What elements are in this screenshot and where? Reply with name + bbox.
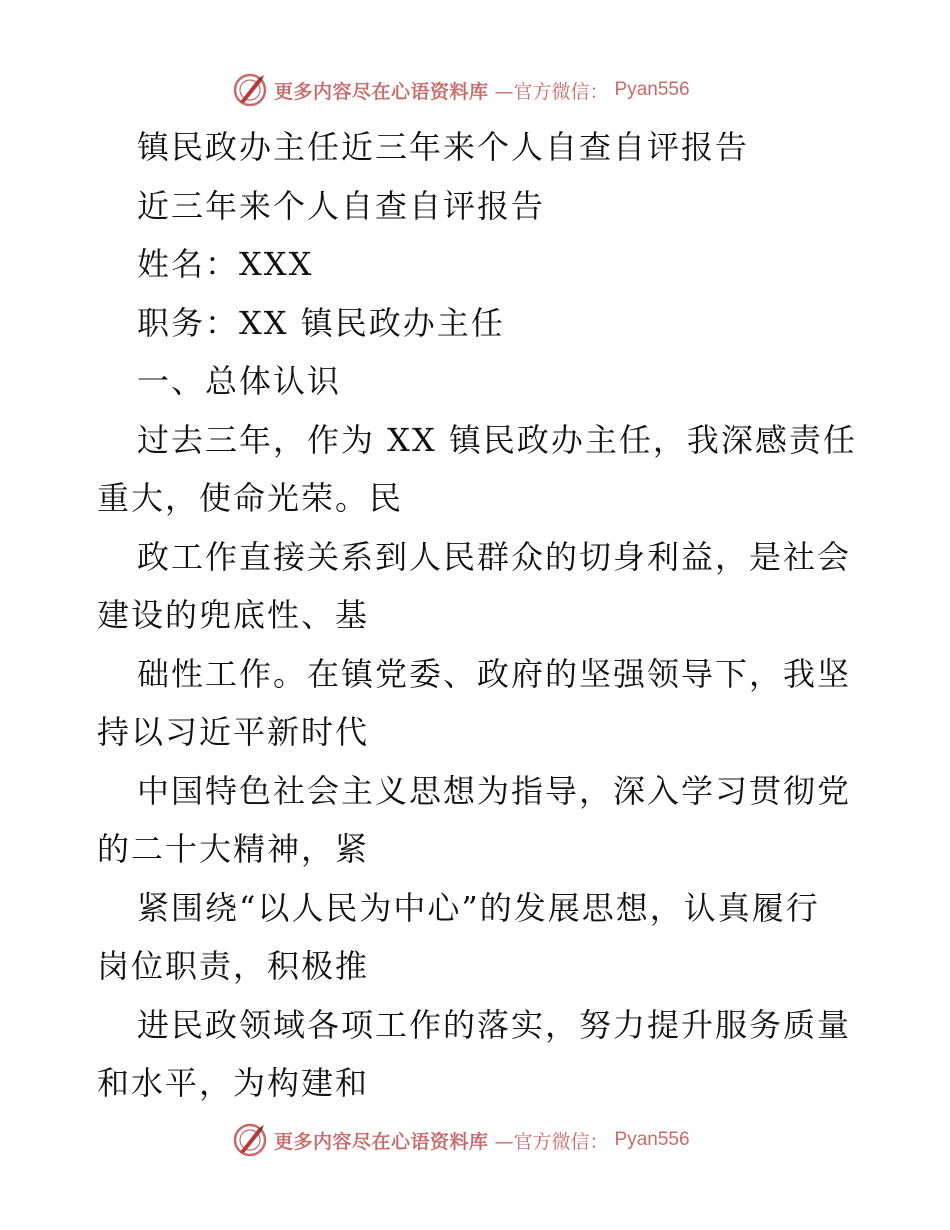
paragraph-line: 持以习近平新时代 [97, 713, 370, 751]
paragraph-line: 建设的兜底性、基 [97, 596, 370, 634]
banner-wechat-id: Pyan556 [614, 1129, 690, 1150]
paragraph-line: 岗位职责，积极推 [97, 947, 370, 985]
banner-text: 更多内容尽在心语资料库 [274, 80, 489, 103]
paragraph-line: 过去三年，作为 XX 镇民政办主任，我深感责任 [137, 420, 857, 459]
paragraph-line: 紧围绕“以人民为中心”的发展思想，认真履行 [137, 888, 820, 927]
paragraph-line: 政工作直接关系到人民群众的切身利益，是社会 [137, 537, 852, 576]
position-line: 职务：XX 镇民政办主任 [137, 303, 505, 342]
banner-wechat-id: Pyan556 [614, 79, 690, 100]
footer-banner [232, 1122, 690, 1158]
paragraph-line: 进民政领域各项工作的落实，努力提升服务质量 [137, 1005, 852, 1044]
banner-separator: —官方微信： [494, 80, 609, 103]
paragraph-line: 中国特色社会主义思想为指导，深入学习贯彻党 [137, 771, 852, 810]
document-title: 镇民政办主任近三年来个人自查自评报告 [137, 128, 750, 166]
section-heading: 一、总体认识 [137, 362, 342, 400]
quill-pen-logo-icon [232, 1122, 268, 1158]
paragraph-line: 和水平，为构建和 [97, 1064, 370, 1102]
banner-separator: —官方微信： [494, 1130, 609, 1153]
paragraph-line: 础性工作。在镇党委、政府的坚强领导下，我坚 [137, 654, 852, 693]
header-banner [232, 72, 690, 108]
document-subtitle: 近三年来个人自查自评报告 [137, 186, 546, 225]
paragraph-line: 重大，使命光荣。民 [97, 479, 404, 517]
document-body [97, 118, 857, 1113]
paragraph-line: 的二十大精神，紧 [97, 830, 370, 868]
name-line: 姓名：XXX [137, 245, 314, 283]
banner-text: 更多内容尽在心语资料库 [274, 1130, 489, 1153]
quill-pen-logo-icon [232, 72, 268, 108]
